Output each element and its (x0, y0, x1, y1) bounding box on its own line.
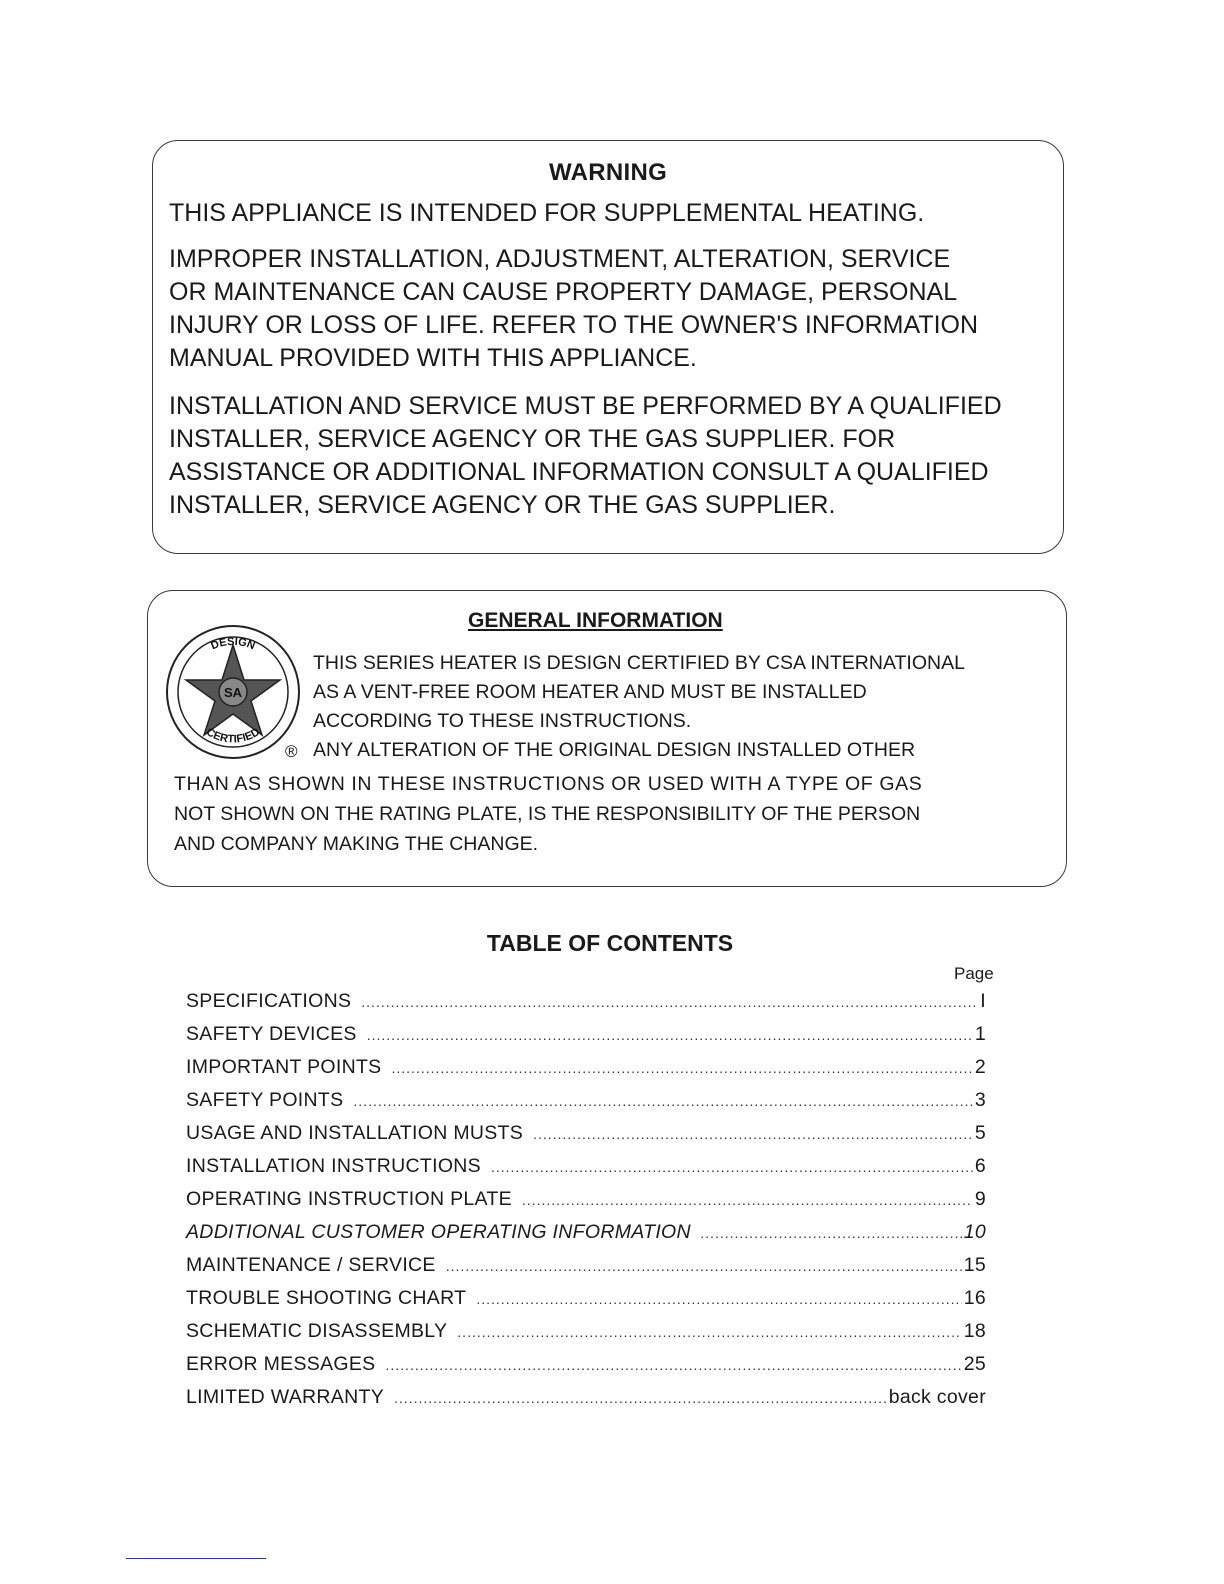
warning-paragraph-3 (169, 390, 1069, 522)
warning-p3-line: ASSISTANCE OR ADDITIONAL INFORMATION CONSULT A QUALIFIED (169, 458, 989, 486)
toc-entry[interactable] (186, 1221, 986, 1254)
general-line: AS A VENT-FREE ROOM HEATER AND MUST BE INSTALLED (313, 681, 867, 703)
toc-entry-page: 15 (963, 1254, 986, 1276)
general-line: ANY ALTERATION OF THE ORIGINAL DESIGN INSTALLED OTHER (313, 739, 916, 761)
warning-p3-line: INSTALLATION AND SERVICE MUST BE PERFORMED BY A QUALIFIED (169, 392, 1002, 420)
toc-entry-page: 2 (974, 1056, 986, 1078)
toc-dot-leader (446, 1258, 962, 1274)
general-information-box (147, 590, 1067, 887)
toc-entry-title: SPECIFICATIONS (186, 990, 352, 1012)
toc-entry-title: INSTALLATION INSTRUCTIONS (186, 1155, 481, 1177)
toc-entry-page: 25 (963, 1353, 986, 1375)
toc-list (186, 990, 986, 1419)
toc-dot-leader (457, 1324, 961, 1340)
general-line: AND COMPANY MAKING THE CHANGE. (174, 833, 539, 855)
general-line: THIS SERIES HEATER IS DESIGN CERTIFIED BY CSA INTERNATIONAL (313, 652, 965, 674)
toc-entry-title: SCHEMATIC DISASSEMBLY (186, 1320, 448, 1342)
toc-dot-leader (701, 1225, 962, 1241)
bottom-rule (126, 1558, 266, 1559)
toc-entry-title: USAGE AND INSTALLATION MUSTS (186, 1122, 524, 1144)
toc-dot-leader (394, 1390, 887, 1406)
toc-entry-page: 10 (963, 1221, 986, 1243)
toc-entry-page: I (980, 990, 986, 1012)
toc-page-header: Page (954, 964, 994, 983)
seal-top-text: DESIGN (209, 635, 257, 653)
toc-entry[interactable] (186, 990, 986, 1023)
toc-dot-leader (522, 1192, 973, 1208)
toc-dot-leader (386, 1357, 962, 1373)
warning-p3-line: INSTALLER, SERVICE AGENCY OR THE GAS SUPPLIER. FOR (169, 425, 896, 453)
toc-entry-page: 1 (974, 1023, 986, 1045)
warning-paragraph-2 (169, 243, 1069, 375)
toc-entry-title: TROUBLE SHOOTING CHART (186, 1287, 467, 1309)
toc-entry-page: 9 (974, 1188, 986, 1210)
toc-entry[interactable] (186, 1023, 986, 1056)
toc-entry-title: ADDITIONAL CUSTOMER OPERATING INFORMATION (186, 1221, 691, 1243)
warning-p3-line: INSTALLER, SERVICE AGENCY OR THE GAS SUPPLIER. (169, 491, 836, 519)
seal-bottom-text: CERTIFIED (204, 726, 262, 746)
toc-dot-leader (367, 1027, 973, 1043)
general-information-title: GENERAL INFORMATION (468, 609, 723, 632)
general-line: NOT SHOWN ON THE RATING PLATE, IS THE RESPONSIBILITY OF THE PERSON (174, 803, 921, 825)
toc-entry[interactable] (186, 1353, 986, 1386)
toc-entry[interactable] (186, 1188, 986, 1221)
general-line: THAN AS SHOWN IN THESE INSTRUCTIONS OR USED WITH A TYPE OF GAS (174, 773, 923, 795)
toc-dot-leader (533, 1126, 973, 1142)
general-line: ACCORDING TO THESE INSTRUCTIONS. (313, 710, 692, 732)
toc-dot-leader (476, 1291, 961, 1307)
toc-dot-leader (361, 994, 978, 1010)
seal-center-text: SA (223, 685, 243, 700)
toc-entry-page: 18 (963, 1320, 986, 1342)
warning-paragraph-1: THIS APPLIANCE IS INTENDED FOR SUPPLEMENTAL HEATING. (169, 199, 925, 227)
toc-entry-title: ERROR MESSAGES (186, 1353, 376, 1375)
toc-entry[interactable] (186, 1254, 986, 1287)
toc-dot-leader (491, 1159, 973, 1175)
warning-p2-line: MANUAL PROVIDED WITH THIS APPLIANCE. (169, 344, 697, 372)
registered-mark: ® (285, 742, 298, 761)
toc-entry-title: OPERATING INSTRUCTION PLATE (186, 1188, 512, 1210)
toc-entry-title: SAFETY DEVICES (186, 1023, 357, 1045)
toc-entry-page: 3 (974, 1089, 986, 1111)
warning-p2-line: INJURY OR LOSS OF LIFE. REFER TO THE OWNER'S INFORMATION (169, 311, 979, 339)
toc-entry-title: IMPORTANT POINTS (186, 1056, 382, 1078)
toc-entry[interactable] (186, 1155, 986, 1188)
toc-entry[interactable] (186, 1089, 986, 1122)
toc-entry-page: 6 (974, 1155, 986, 1177)
toc-entry-title: MAINTENANCE / SERVICE (186, 1254, 436, 1276)
toc-entry-page: 16 (963, 1287, 986, 1309)
toc-entry-title: SAFETY POINTS (186, 1089, 344, 1111)
toc-entry[interactable] (186, 1287, 986, 1320)
toc-entry[interactable] (186, 1320, 986, 1353)
toc-dot-leader (353, 1093, 972, 1109)
toc-entry-page: 5 (974, 1122, 986, 1144)
toc-dot-leader (392, 1060, 973, 1076)
warning-p2-line: OR MAINTENANCE CAN CAUSE PROPERTY DAMAGE, PERSONAL (169, 278, 958, 306)
warning-title: WARNING (548, 159, 668, 186)
toc-entry-title: LIMITED WARRANTY (186, 1386, 385, 1408)
warning-p2-line: IMPROPER INSTALLATION, ADJUSTMENT, ALTERATION, SERVICE (169, 245, 951, 273)
warning-box (152, 140, 1064, 554)
toc-entry[interactable] (186, 1122, 986, 1155)
toc-title: TABLE OF CONTENTS (486, 930, 734, 956)
toc-entry[interactable] (186, 1386, 986, 1419)
toc-entry-page: back cover (888, 1386, 986, 1408)
toc-entry[interactable] (186, 1056, 986, 1089)
